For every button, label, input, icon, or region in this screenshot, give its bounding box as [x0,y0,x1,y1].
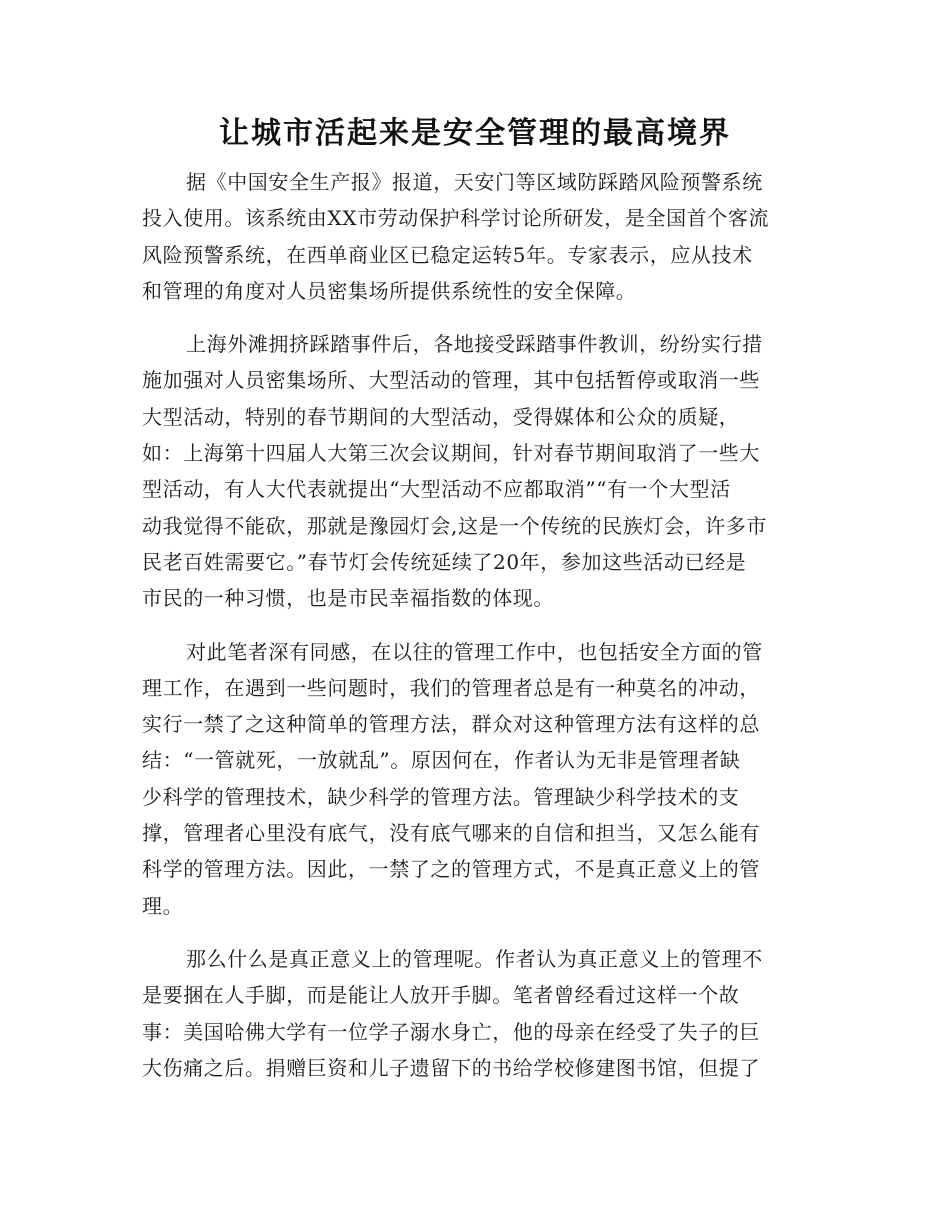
text-line: 事：美国哈佛大学有一位学子溺水身亡，他的母亲在经受了失子的巨 [142,1019,760,1044]
text-line: 大型活动，特别的春节期间的大型活动，受得媒体和公众的质疑， [142,404,740,429]
text-line: 市民的一种习惯，也是市民幸福指数的体现。 [142,586,554,611]
text-line: 风险预警系统，在西单商业区已稳定运转5年。专家表示，应从技术 [142,242,753,267]
text-line: 大伤痛之后。捐赠巨资和儿子遗留下的书给学校修建图书馆，但提了 [142,1055,760,1080]
text-line: 如：上海第十四届人大第三次会议期间，针对春节期间取消了一些大 [142,441,760,466]
text-line: 是要捆在人手脚，而是能让人放开手脚。笔者曾经看过这样一个故 [142,983,740,1008]
paragraph-2 [142,326,802,616]
text-line: 结：“一管就死，一放就乱”。原因何在，作者认为无非是管理者缺 [142,748,741,773]
paragraph-4 [142,941,802,1086]
text-line: 理。 [142,893,184,918]
text-line: 投入使用。该系统由XX市劳动保护科学讨论所研发，是全国首个客流 [142,206,770,231]
text-line: 实行一禁了之这种简单的管理方法，群众对这种管理方法有这样的总 [142,712,760,737]
text-line: 理工作，在遇到一些问题时，我们的管理者总是有一种莫名的冲动， [142,675,760,700]
text-line: 和管理的角度对人员密集场所提供系统性的安全保障。 [142,278,637,303]
document-title: 让城市活起来是安全管理的最高境界 [219,116,731,151]
text-line: 对此笔者深有同感，在以往的管理工作中，也包括安全方面的管 [186,639,763,664]
text-line: 上海外滩拥挤踩踏事件后，各地接受踩踏事件教训，纷纷实行措 [186,332,763,357]
paragraph-3 [142,634,802,924]
text-line: 撑，管理者心里没有底气，没有底气哪来的自信和担当，又怎么能有 [142,821,760,846]
text-line: 科学的管理方法。因此，一禁了之的管理方式，不是真正意义上的管 [142,857,760,882]
text-line: 动我觉得不能砍，那就是豫园灯会,这是一个传统的民族灯会，许多市 [142,513,767,538]
document-body [142,164,802,1103]
text-line: 少科学的管理技术，缺少科学的管理方法。管理缺少科学技术的支 [142,784,740,809]
paragraph-1 [142,164,802,309]
text-line: 那么什么是真正意义上的管理呢。作者认为真正意义上的管理不 [186,946,763,971]
text-line: 施加强对人员密集场所、大型活动的管理，其中包括暂停或取消一些 [142,368,760,393]
text-line: 型活动，有人大代表就提出“大型活动不应都取消”“有一个大型活 [142,477,731,502]
text-line: 民老百姓需要它。”春节灯会传统延续了20年，参加这些活动已经是 [142,549,747,574]
text-line: 据《中国安全生产报》报道，天安门等区域防踩踏风险预警系统 [186,170,763,194]
